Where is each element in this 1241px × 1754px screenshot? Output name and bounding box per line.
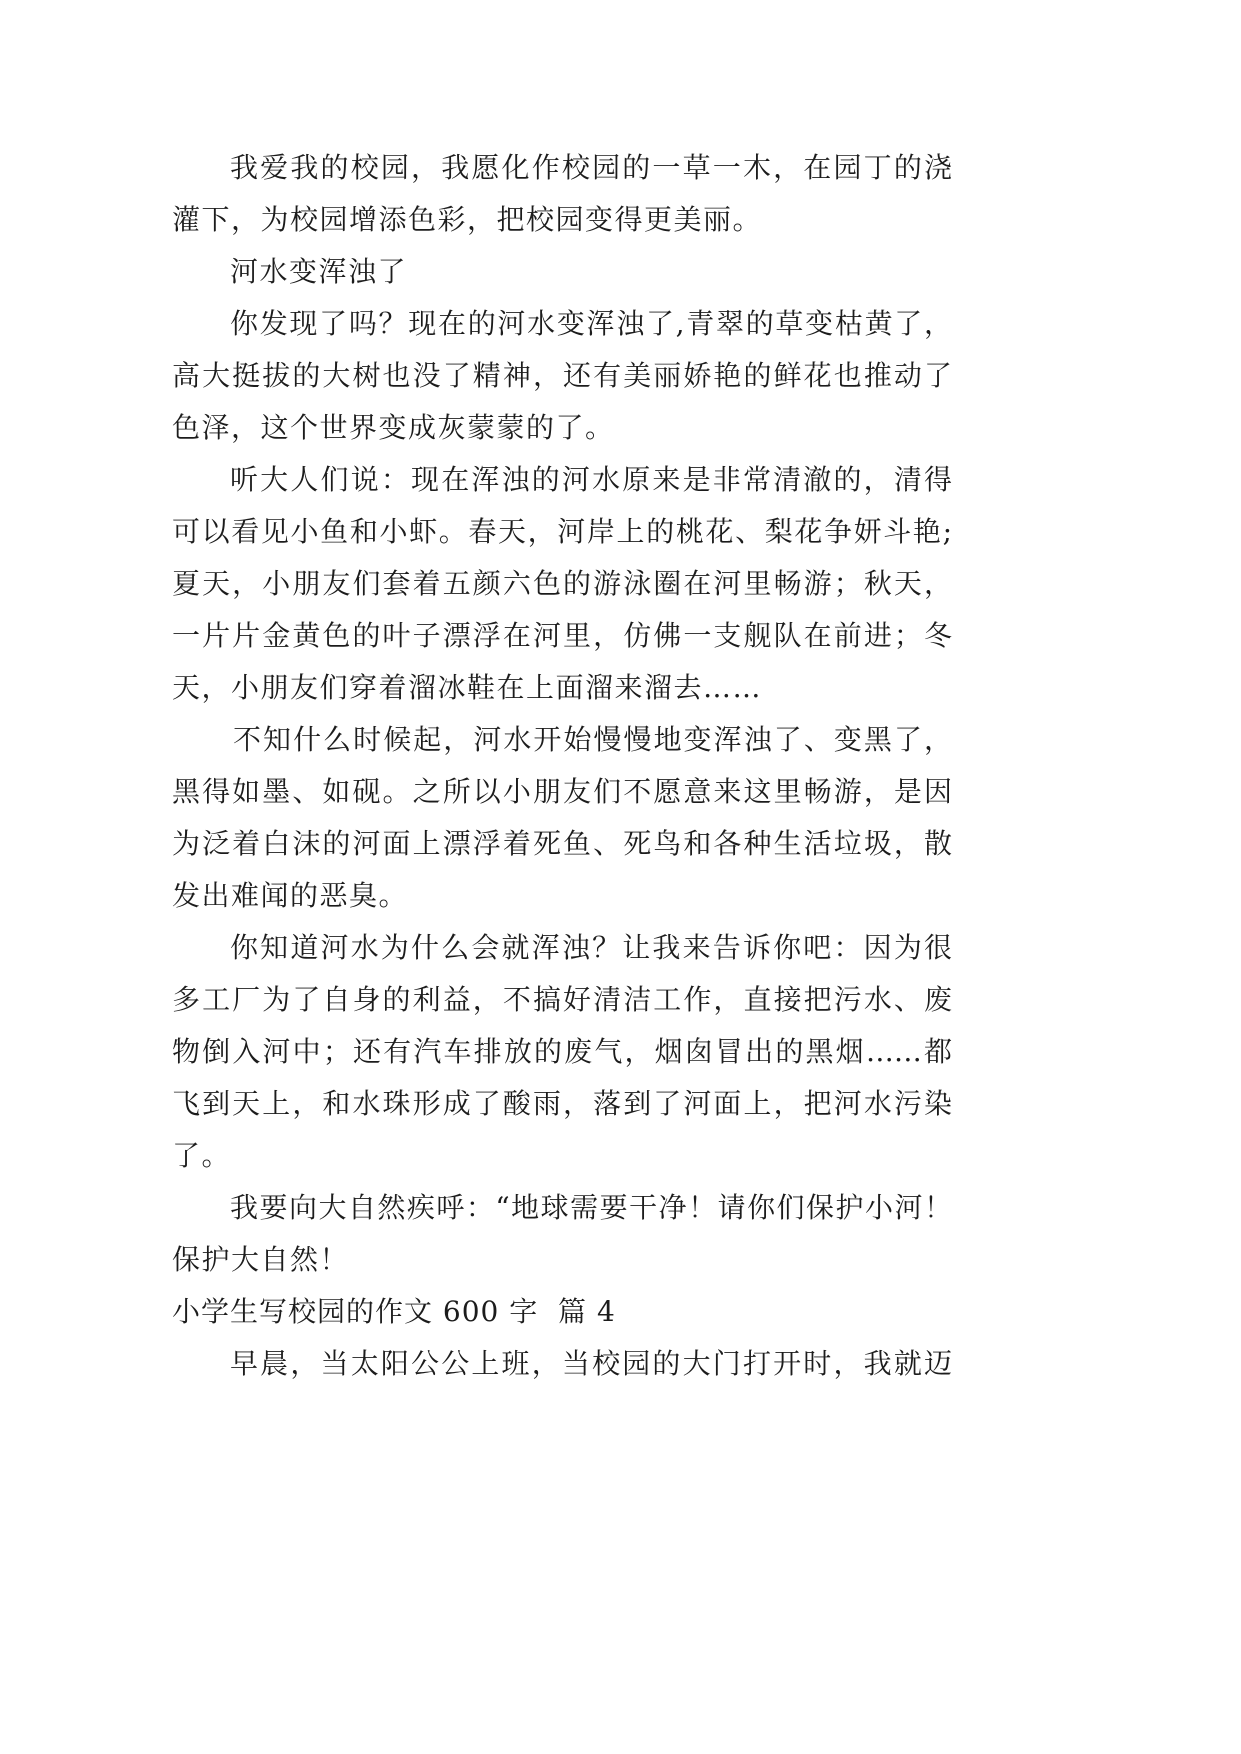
- essay-paragraph-4: [172, 922, 952, 1182]
- text-line: 高大挺拔的大树也没了精神，还有美丽娇艳的鲜花也推动了: [172, 359, 952, 392]
- text-line: 灌下，为校园增添色彩，把校园变得更美丽。: [172, 203, 763, 236]
- next-section-paragraph-1: [172, 1338, 952, 1390]
- text-line: 天，小朋友们穿着溜冰鞋在上面溜来溜去……: [172, 671, 763, 704]
- text-line: 了。: [172, 1139, 232, 1172]
- section-heading: 小学生写校园的作文 600 字 篇 4: [172, 1295, 616, 1328]
- text-line: 你发现了吗？现在的河水变浑浊了,青翠的草变枯黄了，: [230, 307, 952, 340]
- text-line: 飞到天上，和水珠形成了酸雨，落到了河面上，把河水污染: [172, 1087, 952, 1120]
- essay-title: 河水变浑浊了: [230, 255, 408, 288]
- text-line: 多工厂为了自身的利益，不搞好清洁工作，直接把污水、废: [172, 983, 952, 1016]
- previous-essay-ending-paragraph: [172, 142, 952, 246]
- essay-paragraph-3: [172, 714, 952, 922]
- text-line: 黑得如墨、如砚。之所以小朋友们不愿意来这里畅游，是因: [172, 775, 952, 808]
- text-line: 发出难闻的恶臭。: [172, 879, 409, 912]
- essay-paragraph-2: [172, 454, 952, 714]
- document-body: [172, 142, 952, 1390]
- text-line: 听大人们说：现在浑浊的河水原来是非常清澈的，清得: [230, 463, 952, 496]
- essay-paragraph-1: [172, 298, 952, 454]
- text-line: 物倒入河中；还有汽车排放的废气，烟囱冒出的黑烟……都: [172, 1035, 952, 1068]
- essay-paragraph-5: [172, 1182, 952, 1286]
- text-line: 夏天，小朋友们套着五颜六色的游泳圈在河里畅游；秋天，: [172, 567, 952, 600]
- text-line: 保护大自然！: [172, 1243, 350, 1276]
- text-line: 你知道河水为什么会就浑浊？让我来告诉你吧：因为很: [230, 931, 952, 964]
- text-line: 我要向大自然疾呼：“地球需要干净！请你们保护小河！: [230, 1191, 952, 1224]
- text-line: 一片片金黄色的叶子漂浮在河里，仿佛一支舰队在前进；冬: [172, 619, 952, 652]
- text-line: 为泛着白沫的河面上漂浮着死鱼、死鸟和各种生活垃圾，散: [172, 827, 952, 860]
- text-line: 色泽，这个世界变成灰蒙蒙的了。: [172, 411, 615, 444]
- text-line: 我爱我的校园，我愿化作校园的一草一木，在园丁的浇: [230, 151, 952, 184]
- text-line: 早晨，当太阳公公上班，当校园的大门打开时，我就迈: [230, 1347, 952, 1380]
- text-line: 可以看见小鱼和小虾。春天，河岸上的桃花、梨花争妍斗艳;: [172, 515, 952, 548]
- text-line: 不知什么时候起，河水开始慢慢地变浑浊了、变黑了，: [233, 723, 952, 756]
